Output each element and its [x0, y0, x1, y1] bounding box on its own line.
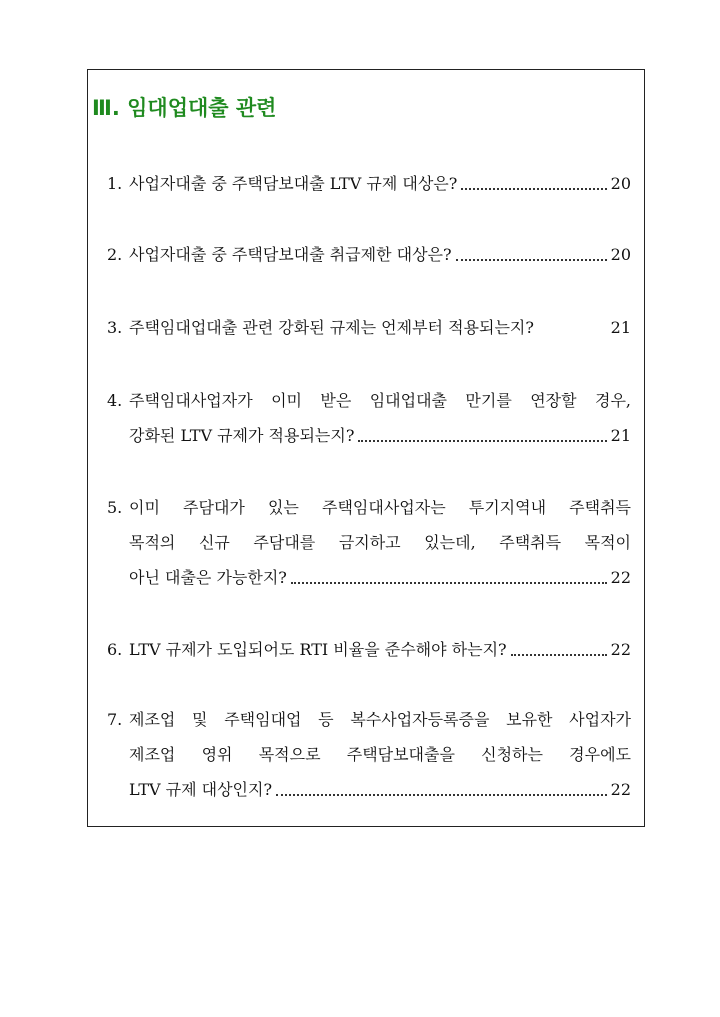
toc-entry-7-line-1[interactable] [107, 706, 631, 734]
entry-number: 4. [107, 391, 123, 410]
toc-entry-1[interactable] [107, 170, 631, 198]
entry-page-number: 20 [610, 174, 631, 193]
entry-page-number: 21 [610, 318, 631, 337]
entry-page-number: 20 [610, 245, 631, 264]
toc-entry-7-line-3[interactable] [129, 776, 631, 804]
entry-number: 5. [107, 498, 123, 517]
entry-text: LTV 규제 대상인지? [129, 780, 273, 799]
entry-page-number: 21 [610, 426, 631, 445]
toc-entry-3[interactable] [107, 314, 631, 342]
toc-entry-2[interactable] [107, 241, 631, 269]
toc-entry-4-line-1[interactable] [107, 387, 631, 415]
entry-page-number: 22 [610, 568, 631, 587]
entry-text: 사업자대출 중 주택담보대출 취급제한 대상은? [129, 245, 452, 264]
dot-leader [291, 582, 607, 584]
entry-number: 7. [107, 710, 123, 729]
dot-leader [358, 440, 606, 442]
entry-number: 3. [107, 318, 123, 337]
dot-leader [276, 794, 607, 796]
entry-number: 2. [107, 245, 123, 264]
entry-text: LTV 규제가 도입되어도 RTI 비율을 준수해야 하는지? [129, 640, 507, 659]
entry-text: 강화된 LTV 규제가 적용되는지? [129, 426, 355, 445]
entry-number: 6. [107, 640, 123, 659]
entry-text: 사업자대출 중 주택담보대출 LTV 규제 대상은? [129, 174, 458, 193]
entry-text: 제조업 및 주택임대업 등 복수사업자등록증을 보유한 사업자가 [129, 710, 631, 729]
entry-text: 아닌 대출은 가능한지? [129, 568, 287, 587]
entry-text: 이미 주담대가 있는 주택임대사업자는 투기지역내 주택취득 [129, 498, 631, 517]
toc-entry-6[interactable] [107, 636, 631, 664]
section-title: Ⅲ. 임대업대출 관련 [92, 96, 277, 120]
dot-leader [456, 259, 607, 261]
toc-entry-5-line-1[interactable] [107, 494, 631, 522]
dot-leader [511, 654, 607, 656]
toc-entry-4-line-2[interactable] [129, 422, 631, 450]
toc-entry-5-line-2[interactable] [129, 529, 631, 557]
entry-page-number: 22 [610, 640, 631, 659]
entry-text: 목적의 신규 주담대를 금지하고 있는데, 주택취득 목적이 [129, 533, 631, 552]
toc-entry-7-line-2[interactable] [129, 741, 631, 769]
toc-entry-5-line-3[interactable] [129, 564, 631, 592]
dot-leader [461, 188, 606, 190]
entry-text: 주택임대사업자가 이미 받은 임대업대출 만기를 연장할 경우, [129, 391, 631, 410]
entry-text: 주택임대업대출 관련 강화된 규제는 언제부터 적용되는지? [129, 318, 534, 337]
entry-number: 1. [107, 174, 123, 193]
entry-page-number: 22 [610, 780, 631, 799]
entry-text: 제조업 영위 목적으로 주택담보대출을 신청하는 경우에도 [129, 745, 631, 764]
